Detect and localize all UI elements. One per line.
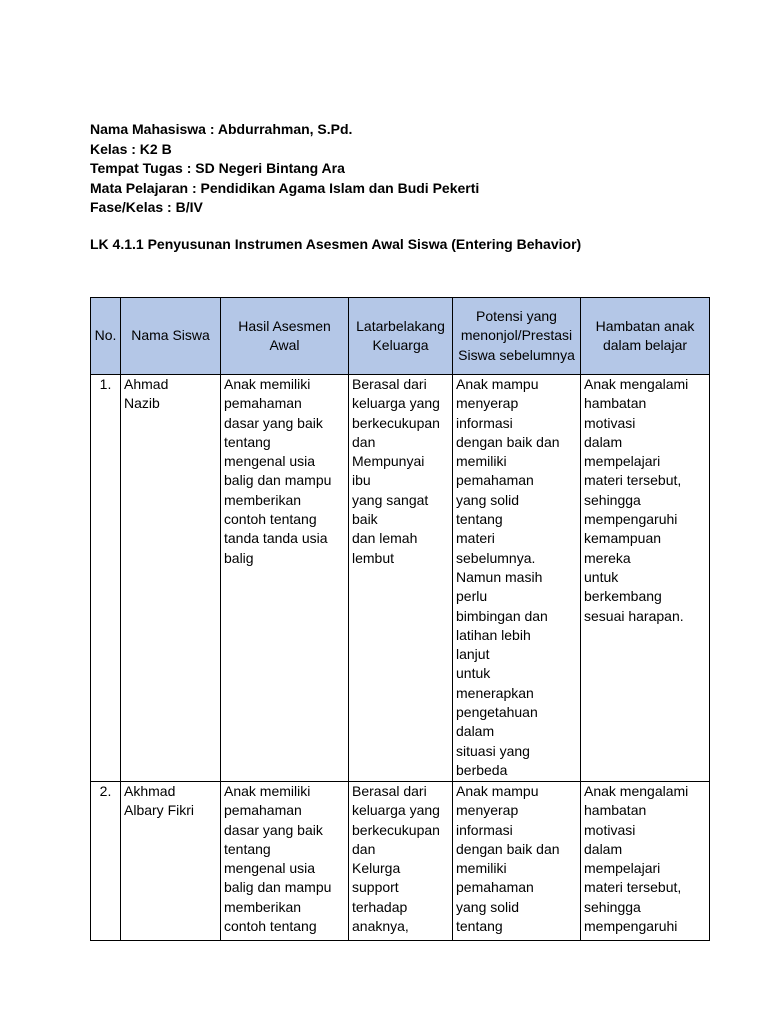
table-row: [91, 375, 710, 782]
cell-no: 1.: [91, 375, 121, 782]
column-header-latarbelakang: Latarbelakang Keluarga: [349, 298, 453, 375]
cell-nama-siswa: Ahmad Nazib: [121, 375, 221, 782]
column-header-hasil-asesmen: Hasil Asesmen Awal: [221, 298, 349, 375]
cell-hambatan: Anak mengalami hambatan motivasi dalam mempelajari materi tersebut, sehingga mempengaruhi kemampuan mereka untuk berkembang sesuai harapan.: [581, 375, 710, 782]
table-row: [91, 782, 710, 941]
student-info: [90, 120, 479, 218]
column-header-nama-siswa: Nama Siswa: [121, 298, 221, 375]
fase-kelas: Fase/Kelas : B/IV: [90, 199, 203, 215]
cell-potensi: Anak mampu menyerap informasi dengan baik dan memiliki pemahaman yang solid tentang materi sebelumnya. Namun masih perlu bimbingan dan latihan lebih lanjut untuk menerapkan pengetahuan dalam situasi yang berbeda: [453, 375, 581, 782]
nama-mahasiswa: Nama Mahasiswa : Abdurrahman, S.Pd.: [90, 121, 353, 137]
table-header-row: [91, 298, 710, 375]
cell-potensi: Anak mampu menyerap informasi dengan baik dan memiliki pemahaman yang solid tentang: [453, 782, 581, 941]
cell-latarbelakang: Berasal dari keluarga yang berkecukupan dan Kelurga support terhadap anaknya,: [349, 782, 453, 941]
cell-no: 2.: [91, 782, 121, 941]
cell-latarbelakang: Berasal dari keluarga yang berkecukupan dan Mempunyai ibu yang sangat baik dan lemah lembut: [349, 375, 453, 782]
cell-hambatan: Anak mengalami hambatan motivasi dalam mempelajari materi tersebut, sehingga mempengaruhi: [581, 782, 710, 941]
tempat-tugas: Tempat Tugas : SD Negeri Bintang Ara: [90, 160, 345, 176]
cell-hasil-asesmen: Anak memiliki pemahaman dasar yang baik tentang mengenal usia balig dan mampu memberikan contoh tentang tanda tanda usia balig: [221, 375, 349, 782]
column-header-hambatan: Hambatan anak dalam belajar: [581, 298, 710, 375]
document-title: LK 4.1.1 Penyusunan Instrumen Asesmen Awal Siswa (Entering Behavior): [90, 236, 582, 252]
column-header-potensi: Potensi yang menonjol/Prestasi Siswa sebelumnya: [453, 298, 581, 375]
kelas: Kelas : K2 B: [90, 140, 172, 157]
mata-pelajaran: Mata Pelajaran : Pendidikan Agama Islam dan Budi Pekerti: [90, 179, 480, 196]
asesmen-table: [90, 297, 710, 941]
cell-hasil-asesmen: Anak memiliki pemahaman dasar yang baik tentang mengenal usia balig dan mampu memberikan contoh tentang: [221, 782, 349, 941]
column-header-no: No.: [91, 298, 121, 375]
cell-nama-siswa: Akhmad Albary Fikri: [121, 782, 221, 941]
